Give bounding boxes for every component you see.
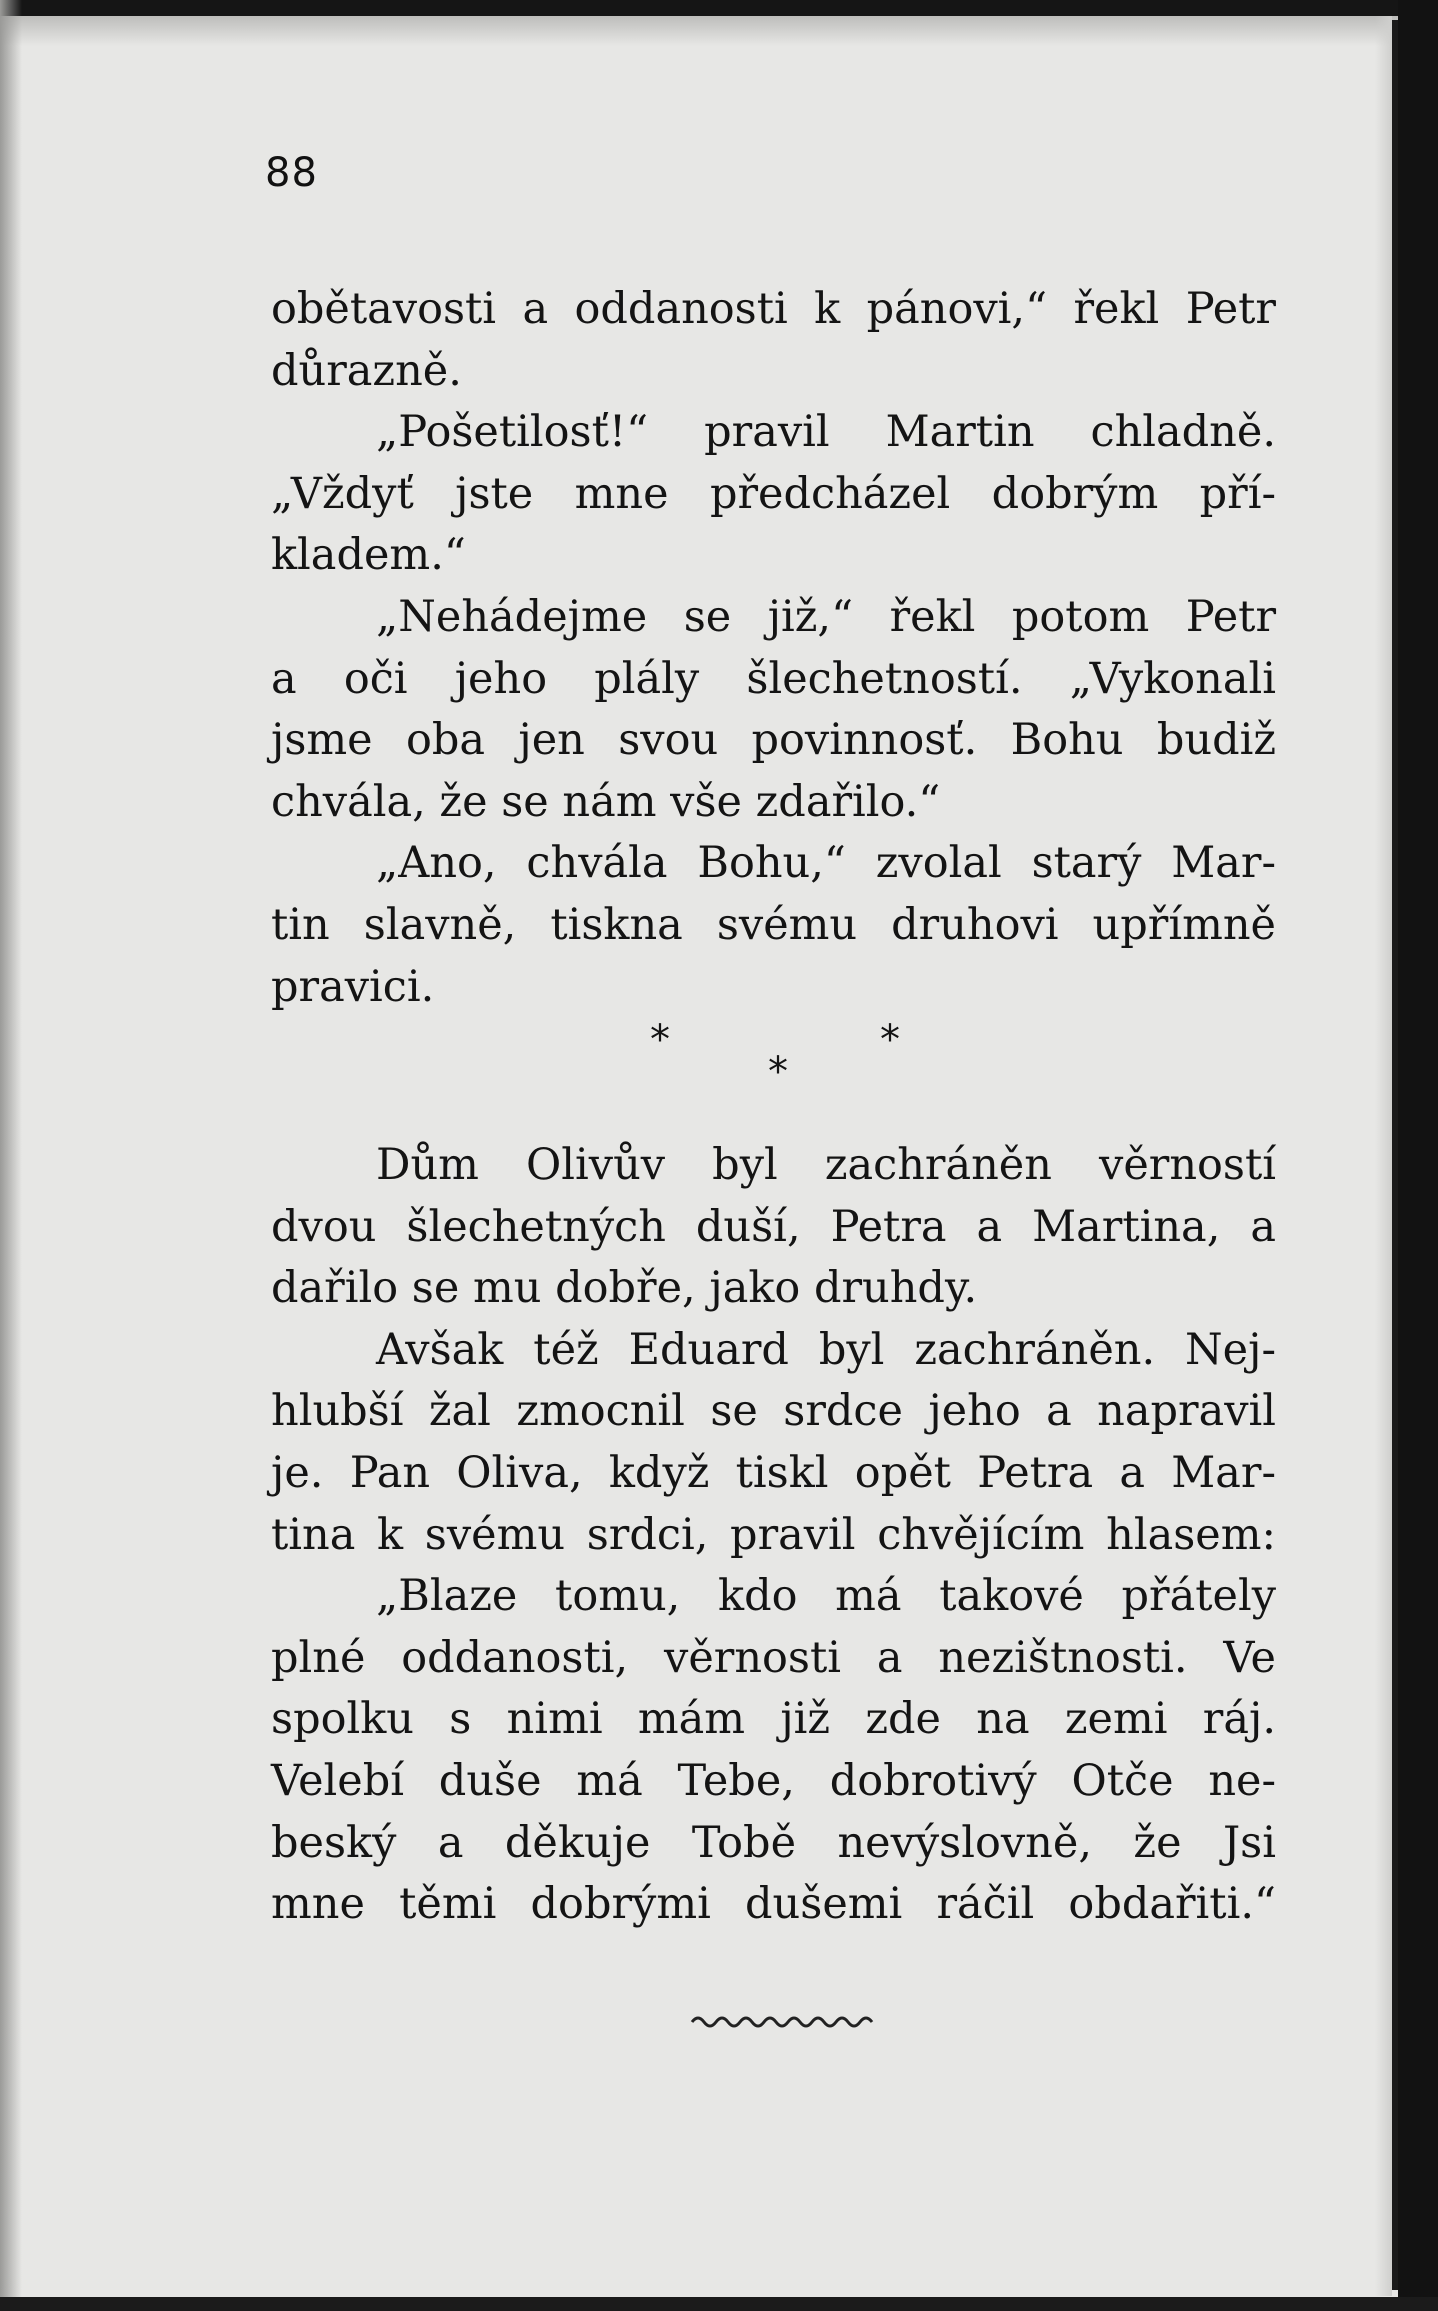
end-ornament-icon <box>690 2010 880 2034</box>
scan-top-shadow <box>0 16 1438 46</box>
text-line: chvála, že se nám vše zdařilo.“ <box>271 776 941 827</box>
text-line: dvou šlechetných duší, Petra a Martina, a <box>271 1201 1276 1252</box>
page-number: 88 <box>265 150 318 196</box>
scan-left-shadow <box>0 0 22 2311</box>
text-line: „Pošetilosť!“ pravil Martin chladně. <box>376 407 1276 458</box>
text-line: tina k svému srdci, pravil chvějícím hlasem: <box>271 1509 1276 1560</box>
text-line: dařilo se mu dobře, jako druhdy. <box>271 1263 978 1314</box>
text-line: Velebí duše má Tebe, dobrotivý Otče ne- <box>271 1755 1276 1806</box>
text-line: Dům Olivův byl zachráněn věrností <box>376 1140 1276 1190</box>
separator-asterisk: * <box>768 1049 788 1095</box>
scan-bottom-edge <box>0 2297 1438 2311</box>
text-line: plné oddanosti, věrnosti a nezištnosti. Ve <box>271 1632 1276 1683</box>
text-block-lower <box>271 1135 1276 1936</box>
text-line: tin slavně, tiskna svému druhovi upřímně <box>271 899 1276 950</box>
text-line: jsme oba jen svou povinnosť. Bohu budiž <box>271 715 1276 766</box>
text-line: důrazně. <box>271 345 462 396</box>
text-line: hlubší žal zmocnil se srdce jeho a napravil <box>271 1386 1276 1437</box>
text-line: Avšak též Eduard byl zachráněn. Nej- <box>376 1324 1276 1375</box>
text-line: „Ano, chvála Bohu,“ zvolal starý Mar- <box>376 838 1276 889</box>
text-line: je. Pan Oliva, když tiskl opět Petra a Mar- <box>271 1447 1276 1498</box>
text-block-upper <box>271 279 1276 1018</box>
text-line: pravici. <box>271 961 435 1012</box>
text-line: a oči jeho plály šlechetností. „Vykonali <box>271 653 1276 704</box>
text-line: kladem.“ <box>271 530 466 581</box>
separator-asterisk: * <box>880 1017 900 1063</box>
scan-right-shadow <box>1375 16 1392 2296</box>
separator-asterisk: * <box>650 1017 670 1063</box>
text-line: spolku s nimi mám již zde na zemi ráj. <box>271 1694 1276 1745</box>
text-line: beský a děkuje Tobě nevýslovně, že Jsi <box>271 1817 1276 1868</box>
scan-top-edge <box>0 0 1438 16</box>
text-line: „Vždyť jste mne předcházel dobrým pří- <box>271 468 1276 519</box>
text-line: obětavosti a oddanosti k pánovi,“ řekl Petr <box>271 284 1276 334</box>
text-line: mne těmi dobrými dušemi ráčil obdařiti.“ <box>271 1879 1276 1930</box>
scan-right-edge <box>1398 0 1438 2311</box>
text-line: „Nehádejme se již,“ řekl potom Petr <box>376 591 1276 642</box>
text-line: „Blaze tomu, kdo má takové přátely <box>376 1571 1276 1622</box>
